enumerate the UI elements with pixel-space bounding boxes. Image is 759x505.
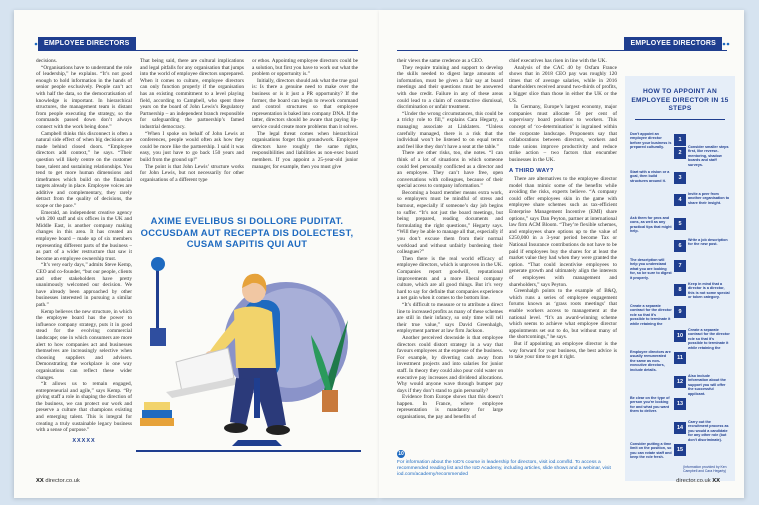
sidebar-title: HOW TO APPOINT AN EMPLOYEE DIRECTOR IN 15 STEPS — [631, 88, 729, 112]
right-column-2 — [509, 58, 617, 444]
step-number: 8 — [674, 284, 686, 296]
left-page — [14, 10, 379, 498]
step-item: Employee directors are usually remunerated the same as non-executive directors, include details. 11 — [630, 350, 730, 377]
paragraph: In Germany, Europe’s largest economy, major companies must allocate 50 per cent of supervisory board positions to workers. This concept of ‘co-determination’ is ingrained within the corporate landscape. Proponents say that collaborations between directors, workers and trade unions improve productivity and reduce strike action – two factors that encumber businesses in the UK. — [509, 104, 617, 163]
step-item: 14 Carry out the recruitment process as you would a candidate for any other role (but don't discriminate). — [630, 420, 730, 447]
footer-site: director.co.uk — [676, 478, 711, 484]
right-column-1 — [397, 58, 503, 476]
step-number: 1 — [674, 134, 686, 146]
page-footer — [676, 478, 720, 484]
paragraph: decisions. — [36, 58, 58, 64]
paragraph: Greenhalgh points to the example of B&Q, which runs a series of employee engagement forums known as ‘grass roots meetings’ that enable workers access to management at the national level. “It’s an award-winning scheme which seems to achieve what employee director appointments set out to do, but without many of the shortcomings,” he says. — [509, 288, 617, 341]
paragraph: Emerald, an independent creative agency with 200 staff and six offices in the UK and Middle East, is another company making changes in this area. It has created an employee board – made up of six members representing different parts of the business – as part of a wider restructure that saw it become an employee ownership trust. — [36, 209, 132, 262]
step-number: 9 — [674, 306, 686, 318]
paragraph: Evidence from Europe shows that this doesn’t happen. In France, where employee representation is mandatory for large organisations, the pay and benefits of — [397, 394, 503, 421]
section-header: EMPLOYEE DIRECTORS — [624, 37, 722, 50]
step-number: 14 — [674, 422, 686, 434]
step-item: The description will help you understand what you are looking for, so be sure to digest it properly. 7 — [630, 258, 730, 285]
step-item: 2 Consider smaller steps first, like reverse-mentoring, shadow boards and staff surveys. — [630, 145, 730, 172]
step-item: 4 Invite a peer from another organisation to share their insight. — [630, 192, 730, 219]
step-item: Be clear on the type of person you're looking for and what you want them to deliver. 13 — [630, 396, 730, 423]
paragraph: or ethos. Appointing employee directors could be a solution, but first you have to work out what the problem or opportunity is.” — [252, 58, 358, 78]
paragraph: The legal threat comes when hierarchical organisations forget this groundwork. Employee directors have roughly the same rights, responsibilities and liabilities as non-exec board members. If you appoint a 25-year-old junior manager, for example, then you must give — [252, 130, 358, 170]
paragraph: Kemp believes the new structure, in which the employee board has the power to influence company strategy, puts it in good stead for the evolving commercial landscape; one in which consumers are more alert to how companies act and businesses themselves are increasingly selective when choosing suppliers and advisers. Demonstrating the workplace is one way organisations can reflect these wider changes. — [36, 308, 132, 381]
header-rule — [397, 50, 727, 51]
paragraph: chief executives has risen in line with the UK. — [509, 58, 607, 64]
paragraph: But if appointing an employee director is the way forward for your business, the best advice is to take your time to get it right. — [509, 340, 617, 361]
paragraph: “Under the wrong circumstances, this could be a tricky role to fill,” explains Cara Hegarty, a managing associate at Linklaters. “Unless carefully managed, there is a risk that the individual won’t be listened to on equal terms and feel like they don’t have a seat at the table.” — [397, 110, 503, 150]
step-item: 10 Create a separate contract for the director role so that it's possible to terminate it while retaining the — [630, 328, 730, 355]
paragraph: Analysis of the CAC 40 by Oxfam France shows that in 2018 CEO pay was roughly 120 times that of average salaries, while in 2016 shareholders received around two-thirds of profits, a bigger slice than those in either the UK or the US. — [509, 64, 617, 104]
paragraph: “It’s difficult to measure or to attribute a direct line to increased profits as many of these schemes are still in their infancy, so only time will tell their true value,” says David Greenhalgh, employment partner at law firm Jackson. — [397, 301, 503, 335]
step-item: 6 Write a job description for the new post. — [630, 238, 730, 265]
step-number: 3 — [674, 172, 686, 184]
step-number: 15 — [674, 444, 686, 456]
page-number: XX — [712, 478, 720, 484]
info-icon: 10 — [398, 451, 404, 457]
paragraph: That being said, there are cultural implications and legal pitfalls for any organisation that jumps into the world of employee directors unprepared. When it comes to culture, employee directors can only function properly if the organisation has an existing commitment to a level playing field, according to Campbell, who spent three years on the board of John Lewis’s Regulatory Partnership – an independent branch responsible for safeguarding the partnership’s famed industrial democracy. — [140, 58, 244, 130]
sidebar-note: (Information provided by Ken Campbell and Cara Hegarty) — [683, 464, 727, 473]
step-number: 12 — [674, 376, 686, 388]
step-item: Ask them for pros and cons, as well as any practical tips that might help. 5 — [630, 216, 730, 243]
step-item: Consider putting a time limit on the position, so you can rotate staff and keep the role fresh. 15 — [630, 442, 730, 469]
paragraph: Becoming a board member means extra work, so employers must be mindful of stress and burnout, especially if someone’s day job begins to suffer. “It’s not just the board meetings, but being prepared, reading documents and formulating the right questions,” Hegarty says. “Will they be able to manage all that, especially if you don’t excuse them from their normal workload and without unfairly burdening their colleagues?” — [397, 189, 503, 256]
step-number: 7 — [674, 260, 686, 272]
paragraph: “It allows us to remain engaged, entrepreneurial and agile,” says Kemp. “By giving staff a role in shaping the direction of the business, we can protect our work and preserve a culture that champions existing and emerging talent. This is integral for creating a truly sustainable legacy business with a sense of purpose.” — [36, 381, 132, 434]
paragraph: Then there is the real world efficacy of employee directors, which is unproven in the UK. Companies report goodwill, reputational improvements and a more liberal company culture, which are all good things. But it’s very hard to say for definite that companies experience a net gain when it comes to the bottom line. — [397, 255, 503, 302]
page-number: XX — [36, 478, 44, 484]
paragraph: They require training and support to develop the skills needed to digest large amounts of information, must be given a fair say at board meetings and their questions must be answered with due credit. Failure in any of these areas could lead to a claim of constructive dismissal, discrimination or unfair treatment. — [397, 64, 503, 111]
paragraph: their views the same credence as a CEO. — [397, 58, 484, 64]
page-footer — [36, 478, 80, 484]
paragraph: There are other risks, too, she notes. “I can think of a lot of situations in which someone could feel personally conflicted as a director and an employee. They can’t have free, open conversations with colleagues, because of their special access to company information.” — [397, 150, 503, 190]
sidebar-rule — [635, 119, 725, 120]
left-column-3 — [252, 58, 358, 208]
step-number: 5 — [674, 218, 686, 230]
subheading: A THIRD WAY? — [509, 167, 554, 174]
step-item: Start with a vision or a goal, then build structures around it. 3 — [630, 170, 730, 197]
illustration-person-laptop — [136, 250, 361, 465]
info-text[interactable]: For information about the IoD’s course in leadership for directors, visit iod.com/lld. To access a recommended reading list and the IoD Academy, including articles, slide shows and a webinar, visit iod.com/academy/recommended — [397, 460, 611, 477]
end-mark: XXXXX — [72, 437, 96, 444]
pull-quote: AXIME EVELIBUS SI DOLLORE PUDITAT. OCCUSDAM AUT RECEPTA DIS DOLECTEST, CUSAM SAPITIS QUI AUT — [140, 215, 354, 249]
step-item: 8 Keep in mind that a director is a director, this is not some special or token category. — [630, 282, 730, 309]
header-rule — [38, 50, 358, 51]
paragraph: “Organisations have to understand the role of leadership,” he explains. “It’s not good enough to hold information in the hands of senior people exclusively. People can’t act with half the data, so the democratisation of knowledge is important. In hierarchical structures, the management team is distant from people executing the strategy, so the commands passed down don’t always connect with the work being done.” — [36, 64, 132, 130]
step-number: 13 — [674, 398, 686, 410]
paragraph: “It’s very early days,” admits Steve Kemp, CEO and co-founder, “but our people, clients and other stakeholders have pretty unanimously welcomed our decision. We have already been approached by other businesses interested in pursuing a similar path.” — [36, 262, 132, 308]
paragraph: Another perceived downside is that employee directors could distort strategy in a way that favours employees at the expense of the business. For example, by diverting cash away from investment projects and into salaries for junior staff. In theory they could also pour cold water on executive pay increases and dividend allocations. Why would anyone wave through bumper pay days if they don’t stand to gain personally? — [397, 334, 503, 394]
section-marker-icon — [722, 40, 732, 48]
left-column-1 — [36, 58, 132, 472]
paragraph: “When I spoke on behalf of John Lewis at conferences, people would often ask how they could be more like the partnership. I said it was easy, you just have to go back 150 years and build from the ground up!” — [140, 130, 244, 163]
paragraph: Initially, directors should ask what the true goal is: Is there a genuine need to make over the business or is it just a PR opportunity? If the former, the board can begin to rework command and control structures so that employee representation is baked into company DNA. If the latter, directors should be aware that paying lip-service could create more problems than it solves. — [252, 77, 358, 130]
right-page — [379, 10, 744, 498]
paragraph: The point is that John Lewis’ structure works for John Lewis, but not necessarily for other organisations of a different type — [140, 163, 244, 183]
paragraph: There are alternatives to the employee director model than mimic some of the benefits while avoiding the risks, experts believe. “A company could offer employees skin in the game with employee share schemes such as tax-efficient Enterprise Management Incentive (EMI) share options,” says Dan Peyton, partner at international law firm ACM Bloom. “They’re flexible schemes, and employees share options up to the value of £250,000 in a 3-year period become Tax or National Insurance contributions do not have to be paid if employees buy the shares for at least the market value they had when they were granted the option. “That could incentivise employees to generate growth and ultimately align the interests of employees with management and shareholders,” says Peyton. — [509, 176, 617, 288]
step-number: 2 — [674, 147, 686, 159]
footer-site: director.co.uk — [45, 478, 80, 484]
step-number: 11 — [674, 352, 686, 364]
step-item: Create a separate contract for the director role so that it's possible to terminate it while retaining the 9 — [630, 304, 730, 331]
section-header: EMPLOYEE DIRECTORS — [38, 37, 136, 50]
step-item: Don't appoint an employee director before your business is prepared culturally. 1 — [630, 132, 730, 159]
step-number: 10 — [674, 330, 686, 342]
left-column-2 — [140, 58, 244, 208]
steps-sidebar — [625, 76, 735, 481]
step-number: 4 — [674, 194, 686, 206]
step-number: 6 — [674, 240, 686, 252]
step-item: 12 Also include information about the support you will offer the successful applicant. — [630, 374, 730, 401]
paragraph: Campbell thinks this disconnect is often a natural side effect of when big decisions are made behind closed doors. “Employee directors add context,” he says. “Their question will likely centre on the customer base, talent and sustaining relationships. You tend to get more human dimensions and timeframes which build on the financial targets already in place. Employee voices are additive and complementary, they rarely detract from the quality of decisions, the scope or the pace.” — [36, 130, 132, 210]
